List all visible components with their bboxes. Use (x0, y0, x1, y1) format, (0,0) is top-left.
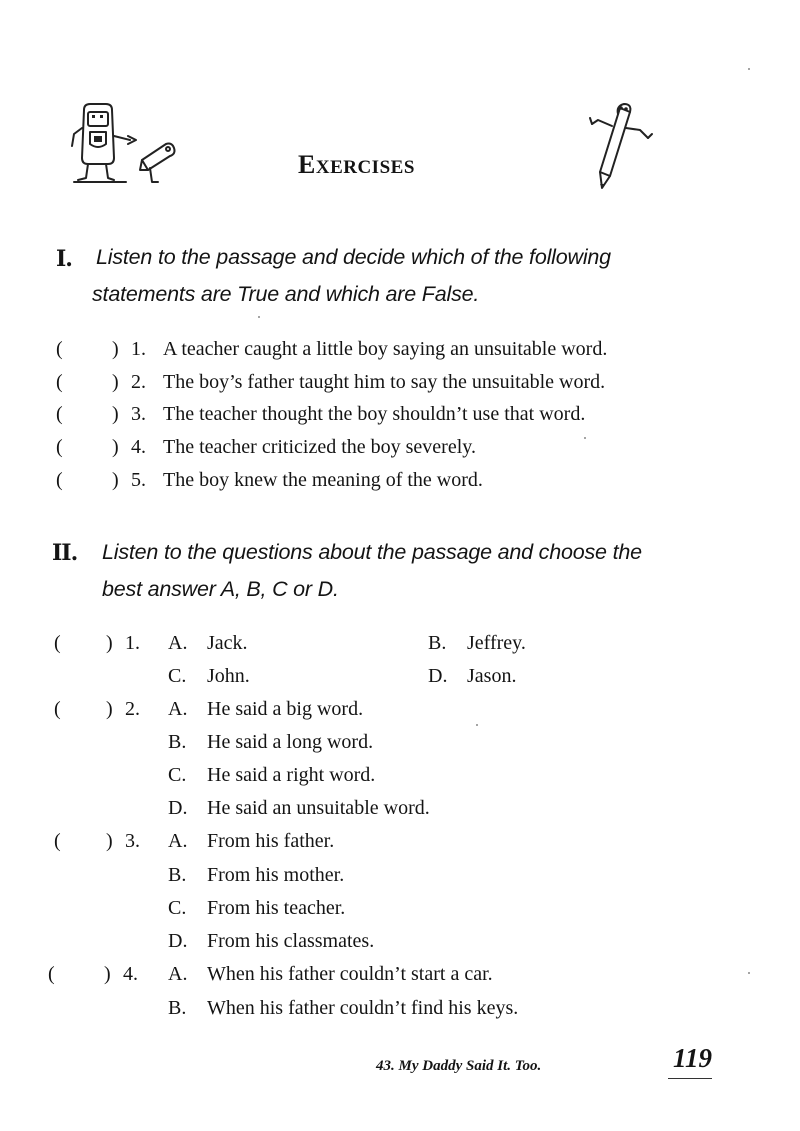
section-1-instruction-line-2: statements are True and which are False. (92, 282, 480, 306)
answer-paren-close: ) (112, 371, 119, 393)
question-number: 3. (125, 830, 140, 852)
section-2-numeral: II. (52, 540, 78, 566)
option-letter-b: B. (428, 632, 447, 654)
option-letter-b: B. (168, 864, 187, 886)
answer-paren-open: ( (56, 371, 63, 393)
answer-paren-close: ) (112, 403, 119, 425)
item-text: The boy’s father taught him to say the unsuitable word. (163, 371, 606, 393)
section-2-instruction-line-1: Listen to the questions about the passage and choose the (102, 540, 642, 564)
item-number: 5. (131, 469, 146, 491)
page-title-rest: XERCISES (315, 157, 415, 178)
question-number: 4. (123, 963, 138, 985)
page-number-rule (668, 1078, 712, 1079)
question-number: 1. (125, 632, 140, 654)
section-2-instruction-line-2: best answer A, B, C or D. (102, 577, 339, 601)
answer-paren-open: ( (54, 632, 61, 654)
item-number: 3. (131, 403, 146, 425)
answer-paren-open: ( (56, 469, 63, 491)
item-text: The teacher criticized the boy severely. (163, 436, 476, 458)
option-letter-d: D. (428, 665, 448, 687)
scan-speck (748, 972, 750, 974)
option-letter-b: B. (168, 731, 187, 753)
option-text-d: He said an unsuitable word. (207, 797, 430, 819)
page-number: 119 (673, 1043, 713, 1073)
scan-speck (748, 68, 750, 70)
option-letter-a: A. (168, 963, 188, 985)
answer-paren-close: ) (112, 436, 119, 458)
item-text: The teacher thought the boy shouldn’t use that word. (163, 403, 586, 425)
option-text-d: From his classmates. (207, 930, 375, 952)
option-text-a: From his father. (207, 830, 335, 852)
option-letter-b: B. (168, 997, 187, 1019)
scan-speck (476, 724, 478, 726)
scan-speck (584, 437, 586, 439)
option-text-b: Jeffrey. (467, 632, 526, 654)
answer-paren-close: ) (112, 469, 119, 491)
option-text-d: Jason. (467, 665, 517, 687)
page-title (298, 150, 415, 180)
answer-paren-close: ) (106, 698, 113, 720)
option-text-a: He said a big word. (207, 698, 364, 720)
option-text-b: He said a long word. (207, 731, 374, 753)
answer-paren-open: ( (54, 698, 61, 720)
option-letter-a: A. (168, 632, 188, 654)
chapter-footer: 43. My Daddy Said It. Too. (376, 1058, 542, 1074)
option-text-a: Jack. (207, 632, 248, 654)
item-number: 4. (131, 436, 146, 458)
question-number: 2. (125, 698, 140, 720)
option-letter-c: C. (168, 665, 187, 687)
option-text-b: When his father couldn’t find his keys. (207, 997, 519, 1019)
answer-paren-close: ) (106, 830, 113, 852)
answer-paren-open: ( (56, 436, 63, 458)
answer-paren-open: ( (56, 403, 63, 425)
option-letter-c: C. (168, 897, 187, 919)
answer-paren-close: ) (106, 632, 113, 654)
item-number: 2. (131, 371, 146, 393)
robot-illustration (70, 100, 185, 188)
page-title-initial: E (298, 150, 316, 179)
option-text-a: When his father couldn’t start a car. (207, 963, 493, 985)
pencil-illustration (588, 100, 654, 192)
option-text-c: John. (207, 665, 250, 687)
item-text: A teacher caught a little boy saying an unsuitable word. (163, 338, 608, 360)
answer-paren-close: ) (112, 338, 119, 360)
answer-paren-open: ( (48, 963, 55, 985)
answer-paren-open: ( (54, 830, 61, 852)
option-letter-a: A. (168, 698, 188, 720)
section-1-numeral: I. (56, 246, 72, 272)
option-letter-d: D. (168, 930, 188, 952)
item-number: 1. (131, 338, 146, 360)
option-letter-d: D. (168, 797, 188, 819)
option-text-c: He said a right word. (207, 764, 376, 786)
item-text: The boy knew the meaning of the word. (163, 469, 483, 491)
answer-paren-open: ( (56, 338, 63, 360)
option-text-b: From his mother. (207, 864, 345, 886)
section-1-instruction-line-1: Listen to the passage and decide which of the following (96, 245, 611, 269)
option-text-c: From his teacher. (207, 897, 346, 919)
option-letter-a: A. (168, 830, 188, 852)
scan-speck (258, 316, 260, 318)
answer-paren-close: ) (104, 963, 111, 985)
option-letter-c: C. (168, 764, 187, 786)
